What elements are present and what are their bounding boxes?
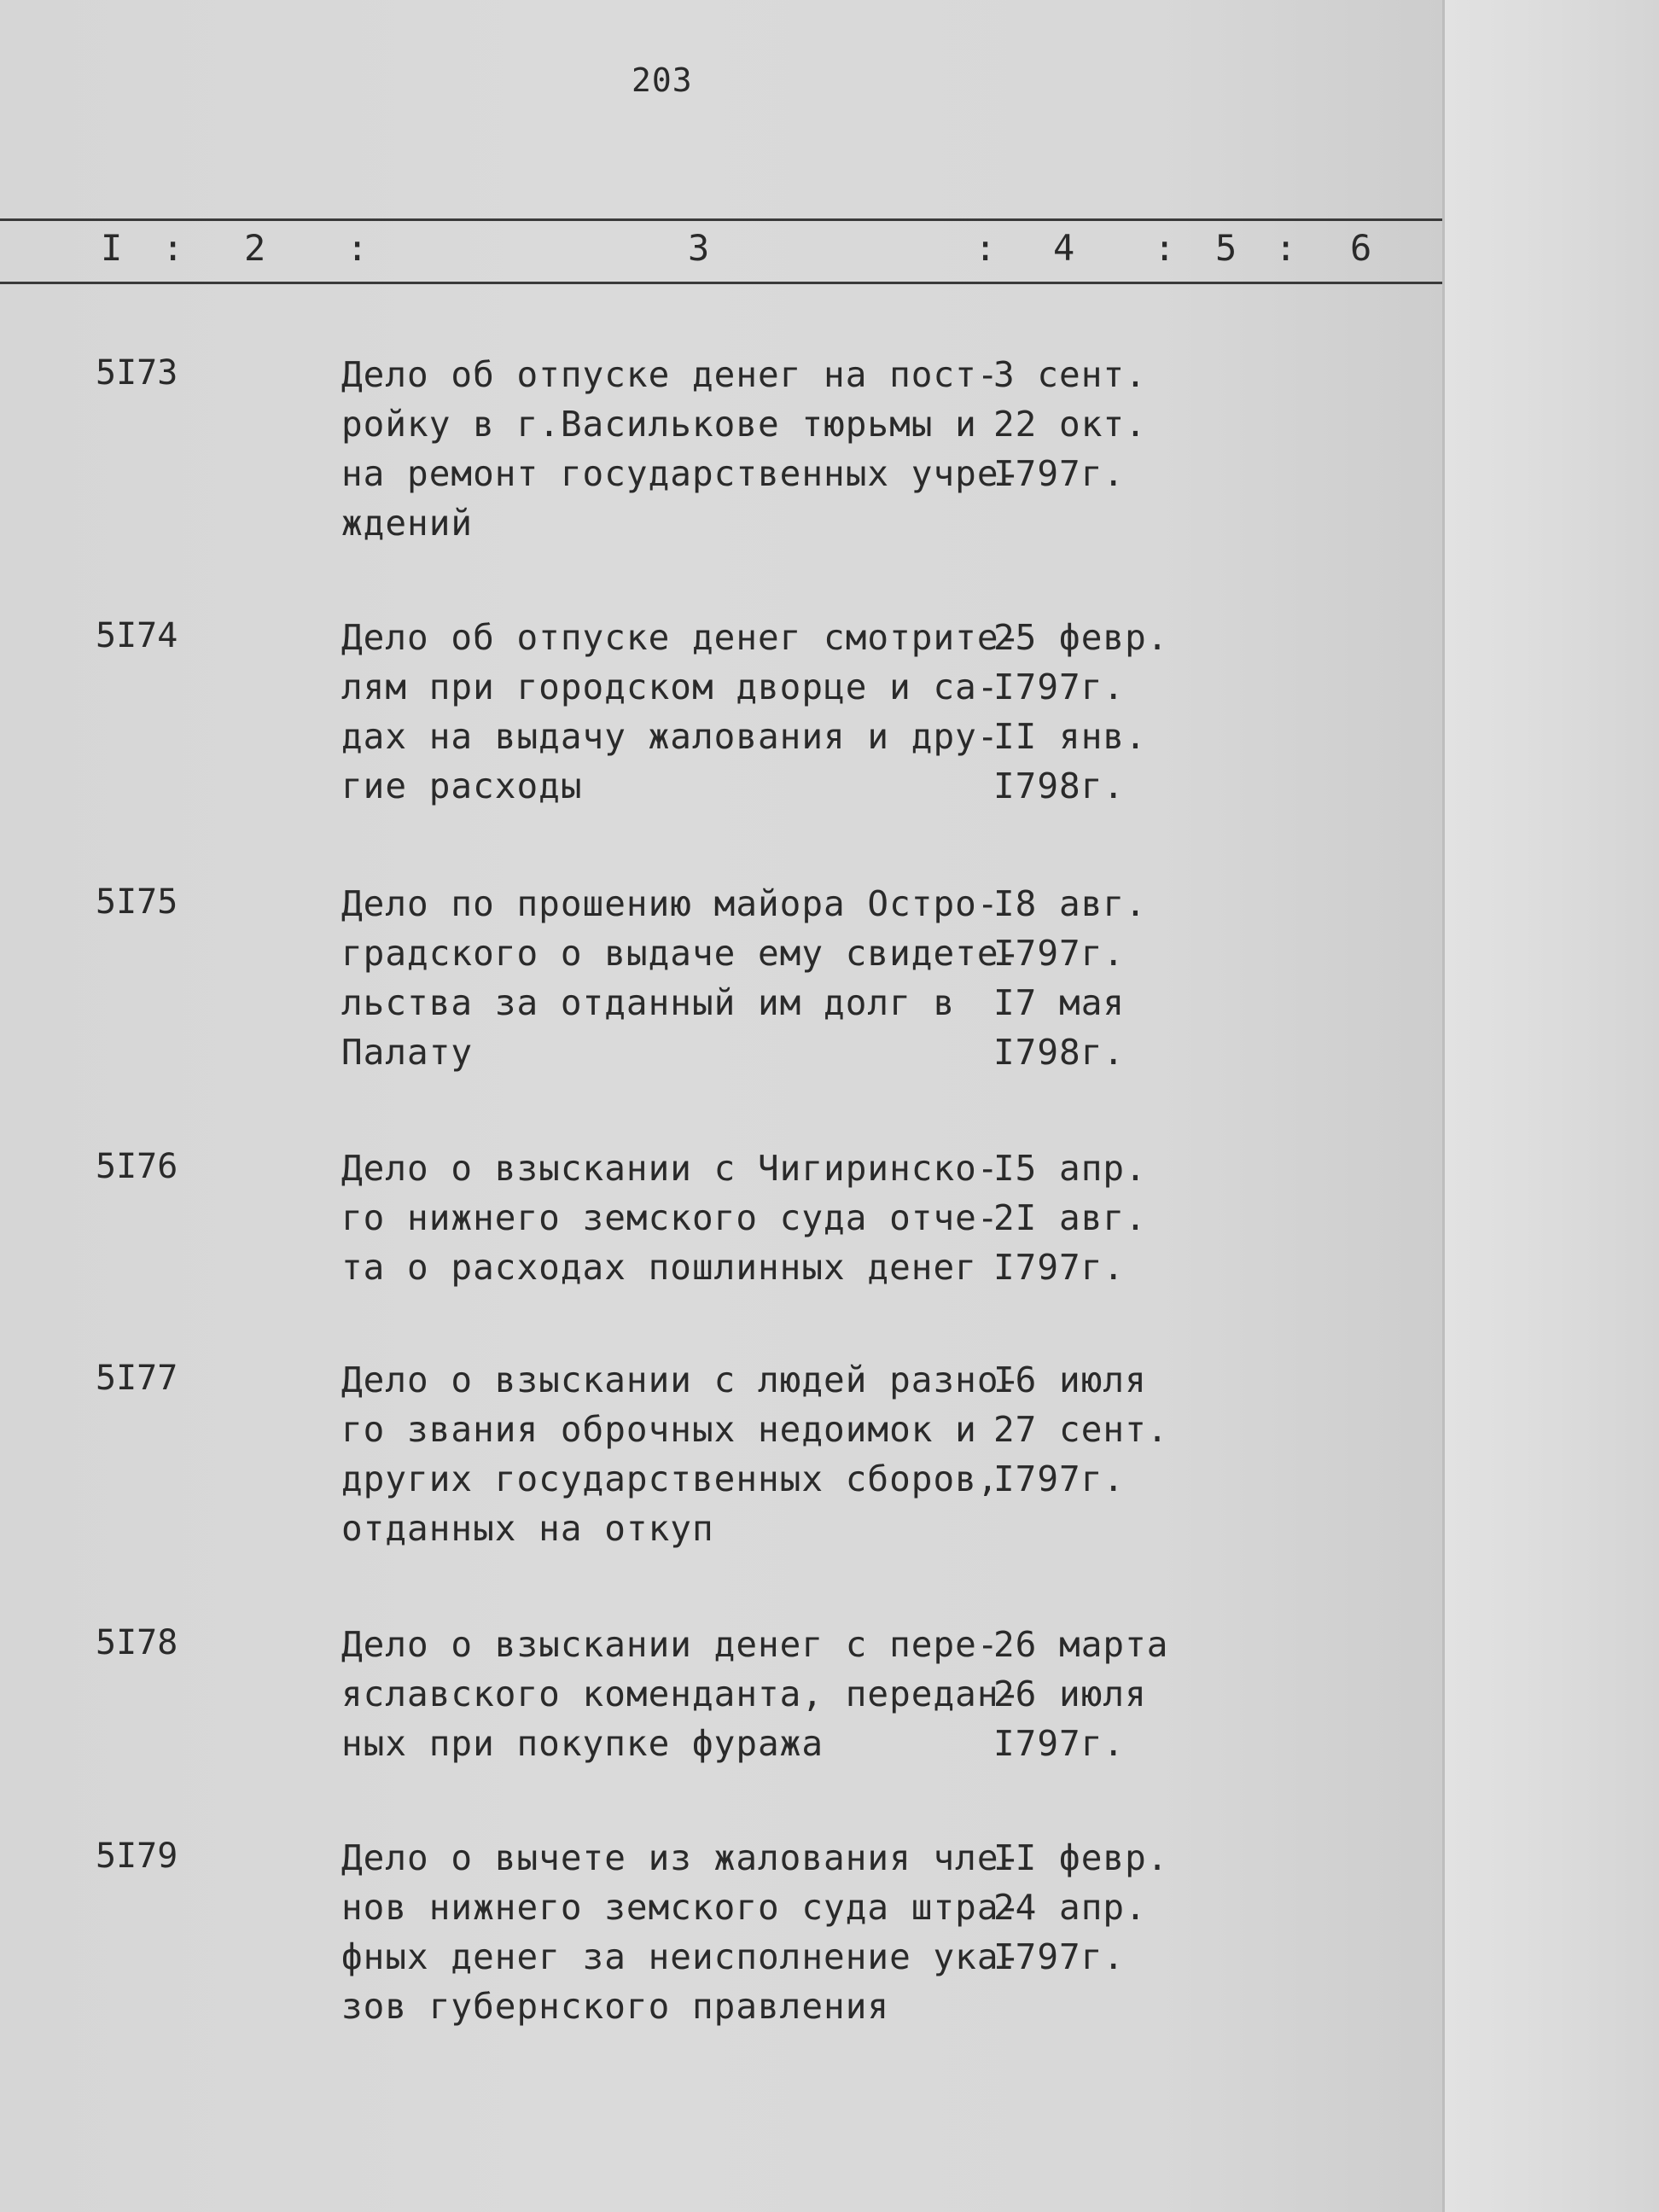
entry-date-line: 2I авг. bbox=[993, 1197, 1147, 1238]
column-header-4: 4 bbox=[1053, 227, 1075, 269]
column-separator: : bbox=[1154, 227, 1176, 269]
entry-dates bbox=[993, 879, 1190, 1077]
entry-dates bbox=[993, 613, 1190, 811]
entry-date-line: II февр. bbox=[993, 1837, 1169, 1878]
entry-title-line: фных денег за неисполнение ука- bbox=[341, 1936, 1022, 1977]
entry-title-line: та о расходах пошлинных денег bbox=[341, 1247, 977, 1288]
entry-date-line: I5 апр. bbox=[993, 1148, 1147, 1189]
column-separator: : bbox=[346, 227, 369, 269]
entry-number: 5I73 bbox=[96, 353, 178, 393]
column-header-6: 6 bbox=[1350, 227, 1372, 269]
entry-date-line: I797г. bbox=[993, 667, 1126, 707]
entry-title bbox=[341, 1620, 1022, 1768]
entry-number: 5I75 bbox=[96, 882, 178, 922]
entry-title bbox=[341, 1144, 999, 1292]
entry-title-line: Дело о взыскании денег с пере- bbox=[341, 1624, 999, 1665]
entry-date-line: 27 сент. bbox=[993, 1409, 1169, 1450]
entry-title bbox=[341, 613, 1022, 811]
entry-title-line: Дело по прошению майора Остро- bbox=[341, 883, 999, 924]
entry-title-line: го звания оброчных недоимок и bbox=[341, 1409, 977, 1450]
entry-title-line: Дело о взыскании с Чигиринско- bbox=[341, 1148, 999, 1189]
entry-title-line: ных при покупке фуража bbox=[341, 1723, 824, 1764]
entry-title-line: дах на выдачу жалования и дру- bbox=[341, 716, 999, 757]
entry-date-line: 24 апр. bbox=[993, 1887, 1147, 1928]
entry-date-line: 22 окт. bbox=[993, 404, 1147, 445]
entry-date-line: I797г. bbox=[993, 1936, 1126, 1977]
entry-title-line: нов нижнего земского суда штра- bbox=[341, 1887, 1022, 1928]
entry-title-line: Дело об отпуске денег на пост- bbox=[341, 354, 999, 395]
entry-title-line: льства за отданный им долг в bbox=[341, 982, 956, 1023]
entry-date-line: I797г. bbox=[993, 1458, 1126, 1499]
column-header-2: 2 bbox=[244, 227, 266, 269]
entry-number: 5I74 bbox=[96, 616, 178, 655]
entry-title bbox=[341, 350, 1022, 548]
entry-title-line: гие расходы bbox=[341, 765, 583, 806]
entry-date-line: 3 сент. bbox=[993, 354, 1147, 395]
entry-title-line: Дело об отпуске денег смотрите- bbox=[341, 617, 1022, 658]
entry-number: 5I78 bbox=[96, 1623, 178, 1662]
entry-date-line: I6 июля bbox=[993, 1359, 1147, 1400]
entry-title-line: ройку в г.Василькове тюрьмы и bbox=[341, 404, 977, 445]
entry-title-line: отданных на откуп bbox=[341, 1508, 714, 1549]
entry-title bbox=[341, 879, 1022, 1077]
entry-title-line: Дело о взыскании с людей разно- bbox=[341, 1359, 1022, 1400]
entry-title-line: ждений bbox=[341, 503, 474, 544]
page-edge bbox=[1442, 0, 1659, 2212]
column-separator: : bbox=[1275, 227, 1297, 269]
entry-title bbox=[341, 1355, 1022, 1553]
column-header-3: 3 bbox=[688, 227, 710, 269]
entry-date-line: I797г. bbox=[993, 453, 1126, 494]
entry-number: 5I76 bbox=[96, 1147, 178, 1186]
entry-title-line: зов губернского правления bbox=[341, 1986, 890, 2027]
entry-dates bbox=[993, 350, 1190, 498]
header-rule-top bbox=[0, 218, 1442, 221]
column-header-1: I bbox=[101, 227, 123, 269]
column-separator: : bbox=[162, 227, 184, 269]
entry-title-line: на ремонт государственных учре- bbox=[341, 453, 1022, 494]
entry-title-line: Палату bbox=[341, 1032, 474, 1073]
entry-number: 5I79 bbox=[96, 1837, 178, 1876]
header-rule-bottom bbox=[0, 282, 1442, 284]
page-number: 203 bbox=[632, 61, 693, 99]
entry-title-line: Дело о вычете из жалования чле- bbox=[341, 1837, 1022, 1878]
entry-number: 5I77 bbox=[96, 1359, 178, 1398]
entry-title-line: го нижнего земского суда отче- bbox=[341, 1197, 999, 1238]
entry-dates bbox=[993, 1620, 1190, 1768]
column-separator: : bbox=[975, 227, 997, 269]
entry-dates bbox=[993, 1144, 1190, 1292]
entry-date-line: I797г. bbox=[993, 1247, 1126, 1288]
entry-date-line: I797г. bbox=[993, 933, 1126, 974]
entry-date-line: I7 мая bbox=[993, 982, 1126, 1023]
column-header-5: 5 bbox=[1215, 227, 1237, 269]
entry-title-line: других государственных сборов, bbox=[341, 1458, 999, 1499]
entry-title-line: лям при городском дворце и са- bbox=[341, 667, 999, 707]
entry-title-line: яславского коменданта, передан- bbox=[341, 1674, 1022, 1714]
entry-title bbox=[341, 1833, 1022, 2031]
entry-date-line: 26 июля bbox=[993, 1674, 1147, 1714]
entry-title-line: градского о выдаче ему свидете- bbox=[341, 933, 1022, 974]
entry-dates bbox=[993, 1355, 1190, 1504]
entry-date-line: I797г. bbox=[993, 1723, 1126, 1764]
entry-date-line: I798г. bbox=[993, 765, 1126, 806]
entry-date-line: I8 авг. bbox=[993, 883, 1147, 924]
entry-date-line: 25 февр. bbox=[993, 617, 1169, 658]
entry-date-line: II янв. bbox=[993, 716, 1147, 757]
entry-date-line: 26 марта bbox=[993, 1624, 1169, 1665]
entry-date-line: I798г. bbox=[993, 1032, 1126, 1073]
entry-dates bbox=[993, 1833, 1190, 1982]
